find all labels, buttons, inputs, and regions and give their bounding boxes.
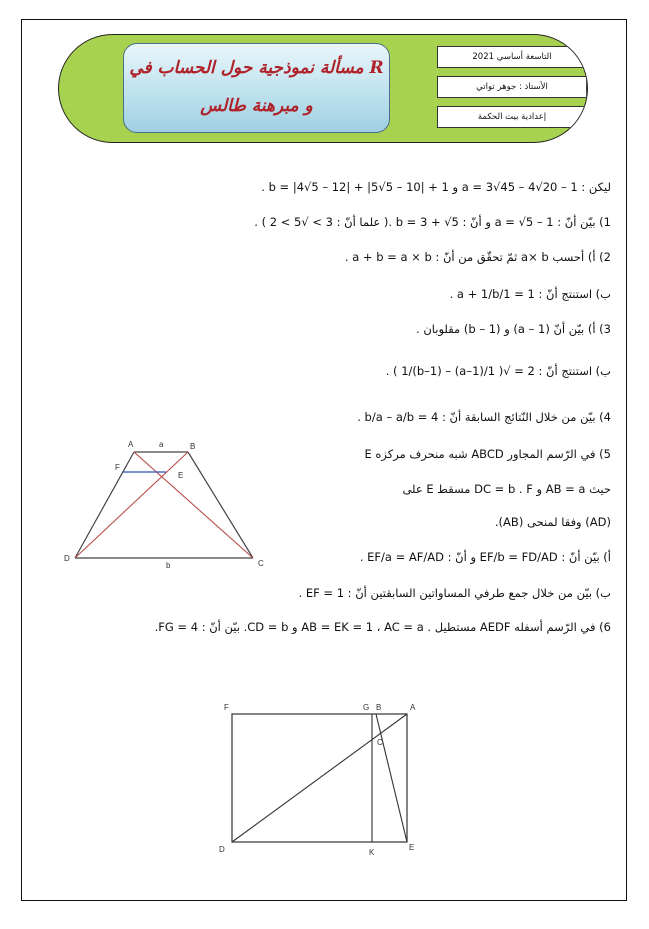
segment-be: [376, 714, 407, 842]
teacher-label: الأستاذ : جوهر تواتي: [437, 76, 587, 98]
exercise-line-7: 5) في الرّسم المجاور ABCD شبه منحرف مركزه E: [364, 447, 611, 461]
label-a-point: A: [128, 440, 134, 449]
label-g: G: [363, 703, 370, 712]
exercise-line-0: ليكن : a = 3√45 – 4√20 – 1 و b = |4√5 – 12| + |5√5 – 10| + 1 .: [261, 180, 611, 194]
title-line-2: و مبرهنة طالس: [200, 96, 313, 116]
exercise-line-12: 6) في الرّسم أسفله AEDF مستطيل . AB = EK = 1 ، AC = a و CD = b. بيّن أنّ : FG = 4.: [154, 620, 611, 634]
exercise-line-4: 3) أ) بيّن أنّ (a – 1) و (b – 1) مقلوبان .: [416, 322, 611, 336]
exercise-line-8: حيث AB = a و DC = b . F مسقط E على: [402, 482, 611, 496]
diagonal-bd: [75, 452, 188, 558]
exercise-line-10: أ) بيّن أنّ : EF/b = FD/AD و أنّ : EF/a = AF/AD .: [359, 550, 611, 564]
label-f: F: [115, 463, 120, 472]
segment-bc: [188, 452, 253, 558]
exercise-line-1: 1) بيّن أنّ : a = √5 – 1 و أنّ : b = 3 + √5 .( علما أنّ : 3 > √5 > 2 ) .: [254, 215, 611, 229]
label-e2: E: [409, 843, 415, 852]
trapezoid-figure: [60, 435, 280, 575]
level-label: التاسعة أساسي 2021: [437, 46, 587, 68]
label-f2: F: [224, 703, 229, 712]
title-line-1: مسألة نموذجية حول الحساب في R: [129, 58, 384, 78]
exercise-line-11: ب) بيّن من خلال جمع طرفي المساواتين السابقتين أنّ : EF = 1 .: [298, 586, 611, 600]
label-c: C: [258, 559, 264, 568]
rectangle-figure: [215, 700, 425, 860]
label-d: D: [64, 554, 70, 563]
exercise-line-9: (AD) وفقا لمنحى (AB).: [494, 515, 611, 529]
label-a-length: a: [159, 440, 164, 449]
label-b2: B: [376, 703, 382, 712]
title-box: [123, 43, 390, 133]
exercise-line-6: 4) بيّن من خلال النّتائج السابقة أنّ : 4 = b/a – a/b .: [357, 410, 611, 424]
label-a2: A: [410, 703, 416, 712]
exercise-line-5: ب) استنتج أنّ : 2 = √( 1/(a–1) – 1/(b–1) ) .: [385, 364, 611, 378]
exercise-line-2: 2) أ) أحسب a× b ثمّ تحقّق من أنّ : a + b = a × b .: [344, 250, 611, 264]
label-k: K: [369, 848, 375, 857]
label-c2: C: [377, 738, 383, 747]
header-banner: [58, 34, 588, 143]
diagonal-ac: [134, 452, 253, 558]
label-b-length: b: [166, 561, 171, 570]
label-e: E: [178, 471, 184, 480]
school-label: إعدادية بيت الحكمة: [437, 106, 587, 128]
label-b-point: B: [190, 442, 196, 451]
label-d2: D: [219, 845, 225, 854]
exercise-line-3: ب) استنتج أنّ : 1 = 1/a + 1/b .: [449, 287, 611, 301]
segment-ad: [75, 452, 134, 558]
